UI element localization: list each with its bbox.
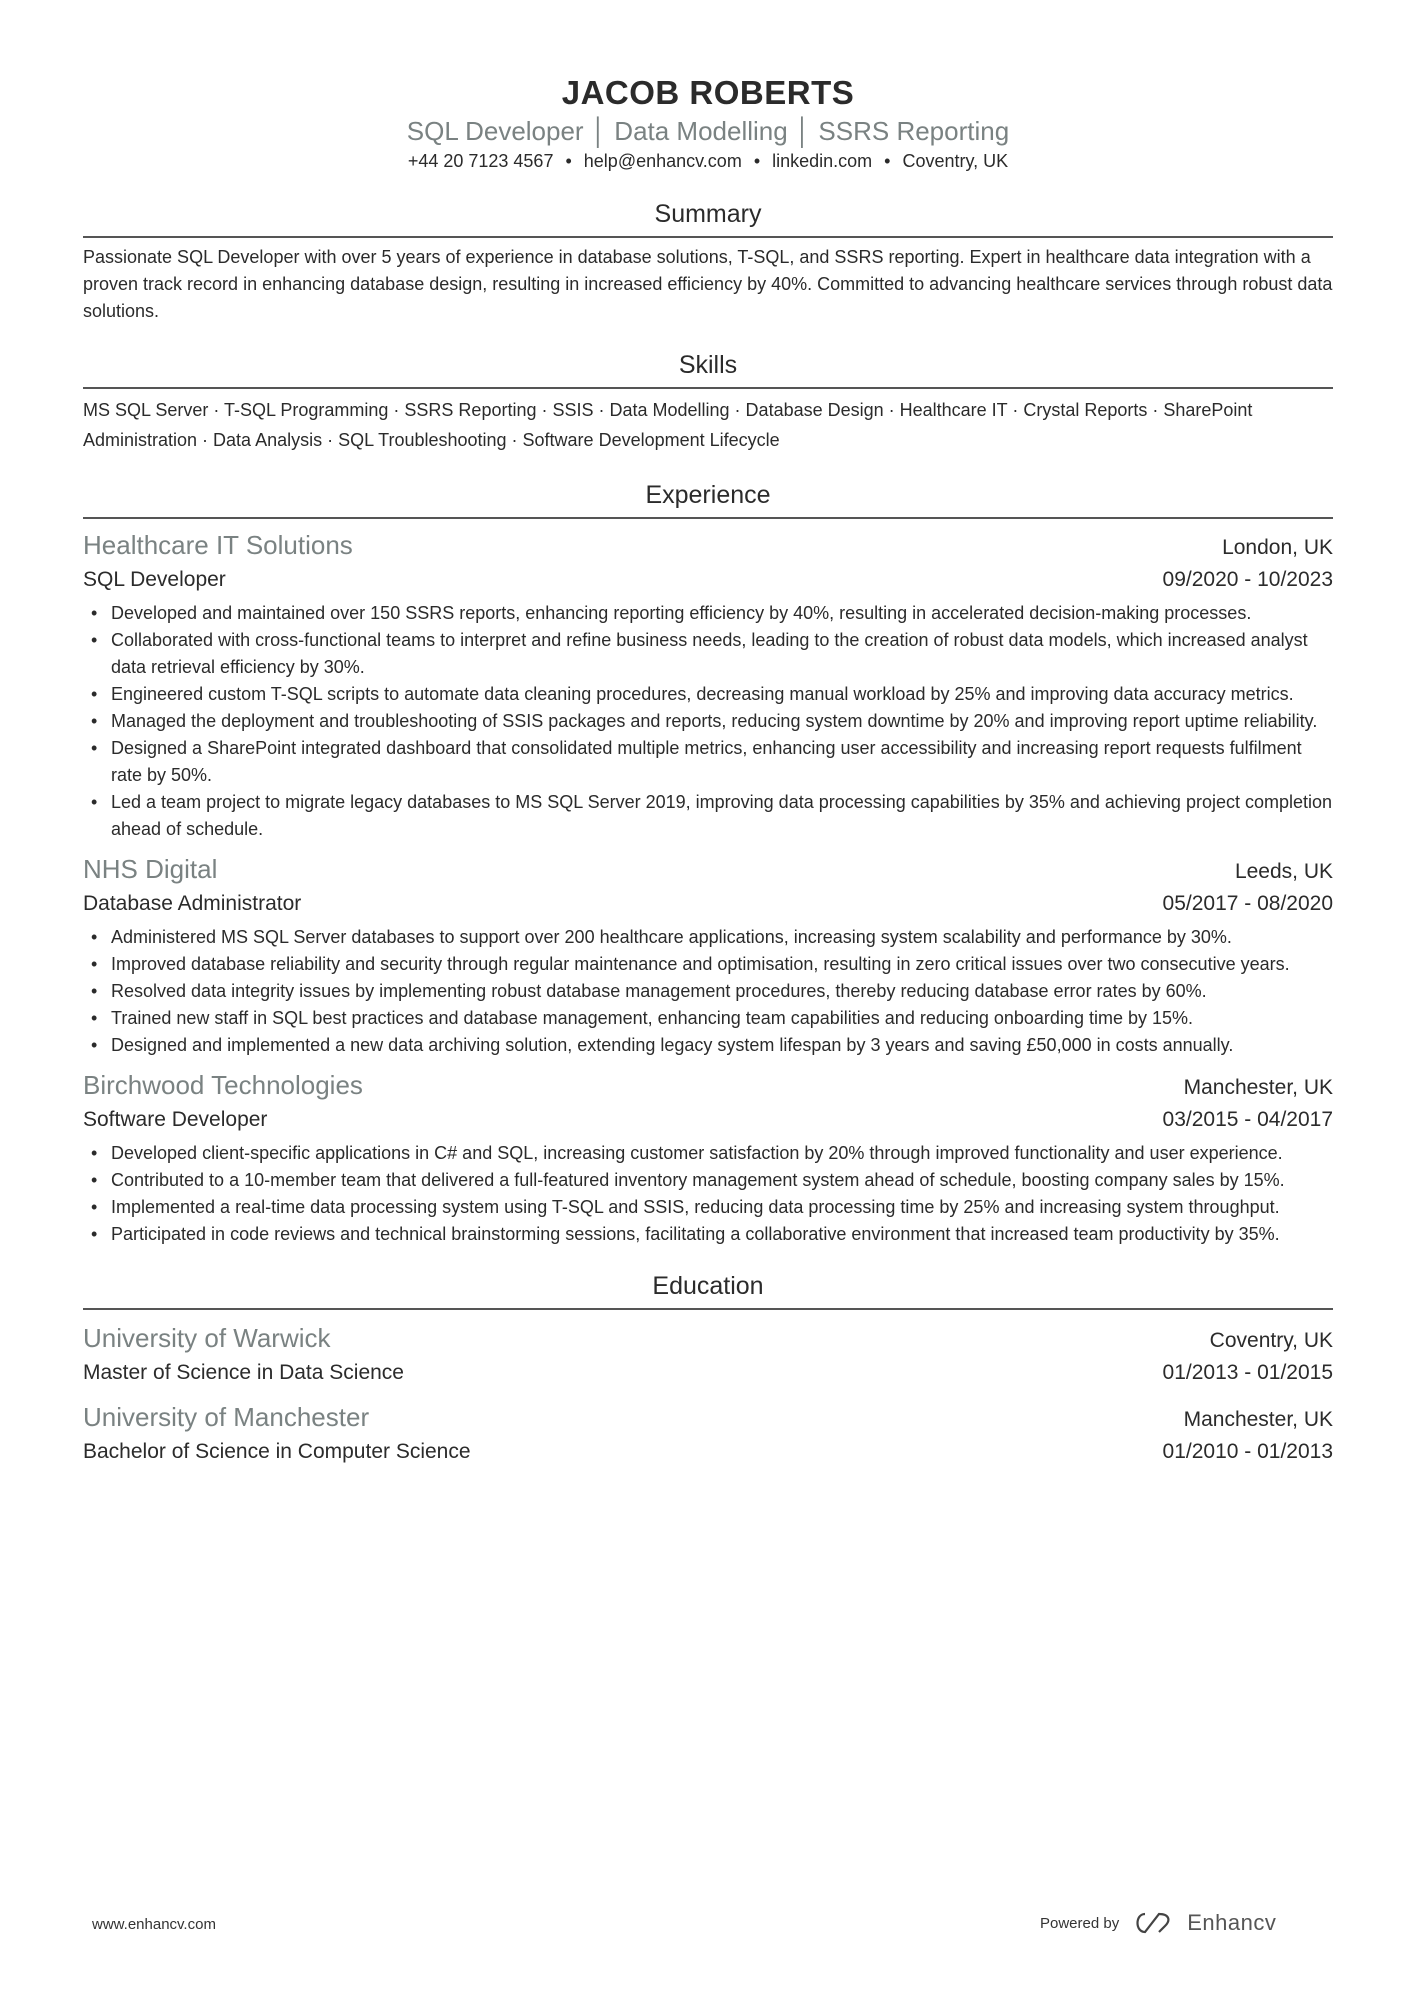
bullet: • Designed a SharePoint integrated dashboard that consolidated multiple metrics, enhancing user accessibility and increasing report requests fulfilment rate by 50%. <box>83 735 1333 789</box>
school-location: Manchester, UK <box>1183 1408 1333 1431</box>
experience-list <box>83 529 1333 1248</box>
powered-by-label: Powered by <box>1040 1914 1120 1932</box>
school: University of Warwick <box>83 1323 331 1353</box>
enhancv-logo-icon <box>1131 1910 1175 1936</box>
bullet: • Developed and maintained over 150 SSRS reports, enhancing reporting efficiency by 40%, resulting in accelerated decision-making processes. <box>83 600 1333 627</box>
education-entry <box>83 1401 1333 1468</box>
education-heading: Education <box>83 1270 1333 1310</box>
school-location: Coventry, UK <box>1209 1329 1333 1352</box>
bullet: • Collaborated with cross-functional teams to interpret and refine business needs, leading to the creation of robust data models, which increased analyst data retrieval efficiency by 30%. <box>83 627 1333 681</box>
bullet: • Administered MS SQL Server databases to support over 200 healthcare applications, increasing system scalability and performance by 30%. <box>83 924 1333 951</box>
skills-list: MS SQL Server · T-SQL Programming · SSRS Reporting · SSIS · Data Modelling · Database Design · Healthcare IT · Crystal Reports · SharePoint Administration · Data Analysis · SQL Troubleshooting · Software Development Lifecycle <box>83 400 1253 450</box>
company: Healthcare IT Solutions <box>83 530 353 560</box>
bullet: • Managed the deployment and troubleshooting of SSIS packages and reports, reducing system downtime by 20% and improving report uptime reliability. <box>83 708 1333 735</box>
bullet: • Improved database reliability and security through regular maintenance and optimisation, resulting in zero critical issues over two consecutive years. <box>83 951 1333 978</box>
headline: SQL Developer │ Data Modelling │ SSRS Reporting <box>406 116 1010 146</box>
bullet: • Resolved data integrity issues by implementing robust database management procedures, thereby reducing database error rates by 60%. <box>83 978 1333 1005</box>
location: Coventry, UK <box>902 151 1009 171</box>
experience-heading: Experience <box>83 479 1333 519</box>
job-title: Database Administrator <box>83 892 302 915</box>
job-location: Leeds, UK <box>1234 860 1333 883</box>
footer-website[interactable]: www.enhancv.com <box>92 1916 216 1933</box>
bullet-list <box>83 600 1333 843</box>
school: University of Manchester <box>83 1402 370 1432</box>
job-dates: 09/2020 - 10/2023 <box>1162 568 1333 591</box>
contact-line: +44 20 7123 4567 • help@enhancv.com • linkedin.com • Coventry, UK <box>407 151 1009 171</box>
education-entry <box>83 1322 1333 1389</box>
bullet: • Engineered custom T-SQL scripts to automate data cleaning procedures, decreasing manual workload by 25% and improving data accuracy metrics. <box>83 681 1333 708</box>
bullet-list <box>83 924 1333 1059</box>
bullet: • Developed client-specific applications in C# and SQL, increasing customer satisfaction by 20% through improved functionality and user experience. <box>83 1140 1333 1167</box>
resume <box>83 74 1333 1468</box>
candidate-name: JACOB ROBERTS <box>561 74 855 111</box>
bullet: • Contributed to a 10-member team that delivered a full-featured inventory management system ahead of schedule, boosting company sales by 15%. <box>83 1167 1333 1194</box>
job-location: London, UK <box>1222 536 1333 559</box>
degree: Bachelor of Science in Computer Science <box>83 1440 471 1463</box>
enhancv-brand: Enhancv <box>1187 1910 1277 1935</box>
degree: Master of Science in Data Science <box>83 1361 404 1384</box>
bullet: • Designed and implemented a new data archiving solution, extending legacy system lifespan by 3 years and saving £50,000 in costs annually. <box>83 1032 1333 1059</box>
job-location: Manchester, UK <box>1183 1076 1333 1099</box>
company: NHS Digital <box>83 854 218 884</box>
bullet: • Participated in code reviews and technical brainstorming sessions, facilitating a collaborative environment that increased team productivity by 35%. <box>83 1221 1333 1248</box>
job-dates: 05/2017 - 08/2020 <box>1162 892 1333 915</box>
bullet: • Led a team project to migrate legacy databases to MS SQL Server 2019, improving data processing capabilities by 35% and achieving project completion ahead of schedule. <box>83 789 1333 843</box>
experience-entry <box>83 1069 1333 1248</box>
experience-entry <box>83 529 1333 843</box>
bullet: • Trained new staff in SQL best practices and database management, enhancing team capabilities and reducing onboarding time by 15%. <box>83 1005 1333 1032</box>
experience-entry <box>83 853 1333 1059</box>
bullet: • Implemented a real-time data processing system using T-SQL and SSIS, reducing data processing time by 25% and increasing system throughput. <box>83 1194 1333 1221</box>
summary-heading: Summary <box>83 198 1333 238</box>
education-list <box>83 1322 1333 1468</box>
skills-heading: Skills <box>83 349 1333 389</box>
email[interactable]: help@enhancv.com <box>583 151 742 171</box>
bullet-list <box>83 1140 1333 1248</box>
education-dates: 01/2013 - 01/2015 <box>1162 1361 1333 1384</box>
phone: +44 20 7123 4567 <box>407 151 554 171</box>
powered-by <box>1040 1910 1276 1936</box>
summary-text: Passionate SQL Developer with over 5 years of experience in database solutions, T-SQL, and SSRS reporting. Expert in healthcare data integration with a proven track record in enhancing database design, resulting in increased efficiency by 40%. Committed to advancing healthcare services through robust data solutions. <box>83 247 1333 321</box>
job-dates: 03/2015 - 04/2017 <box>1162 1108 1333 1131</box>
company: Birchwood Technologies <box>83 1070 363 1100</box>
job-title: Software Developer <box>83 1108 268 1131</box>
education-dates: 01/2010 - 01/2013 <box>1162 1440 1333 1463</box>
job-title: SQL Developer <box>83 568 226 591</box>
linkedin[interactable]: linkedin.com <box>772 151 873 171</box>
